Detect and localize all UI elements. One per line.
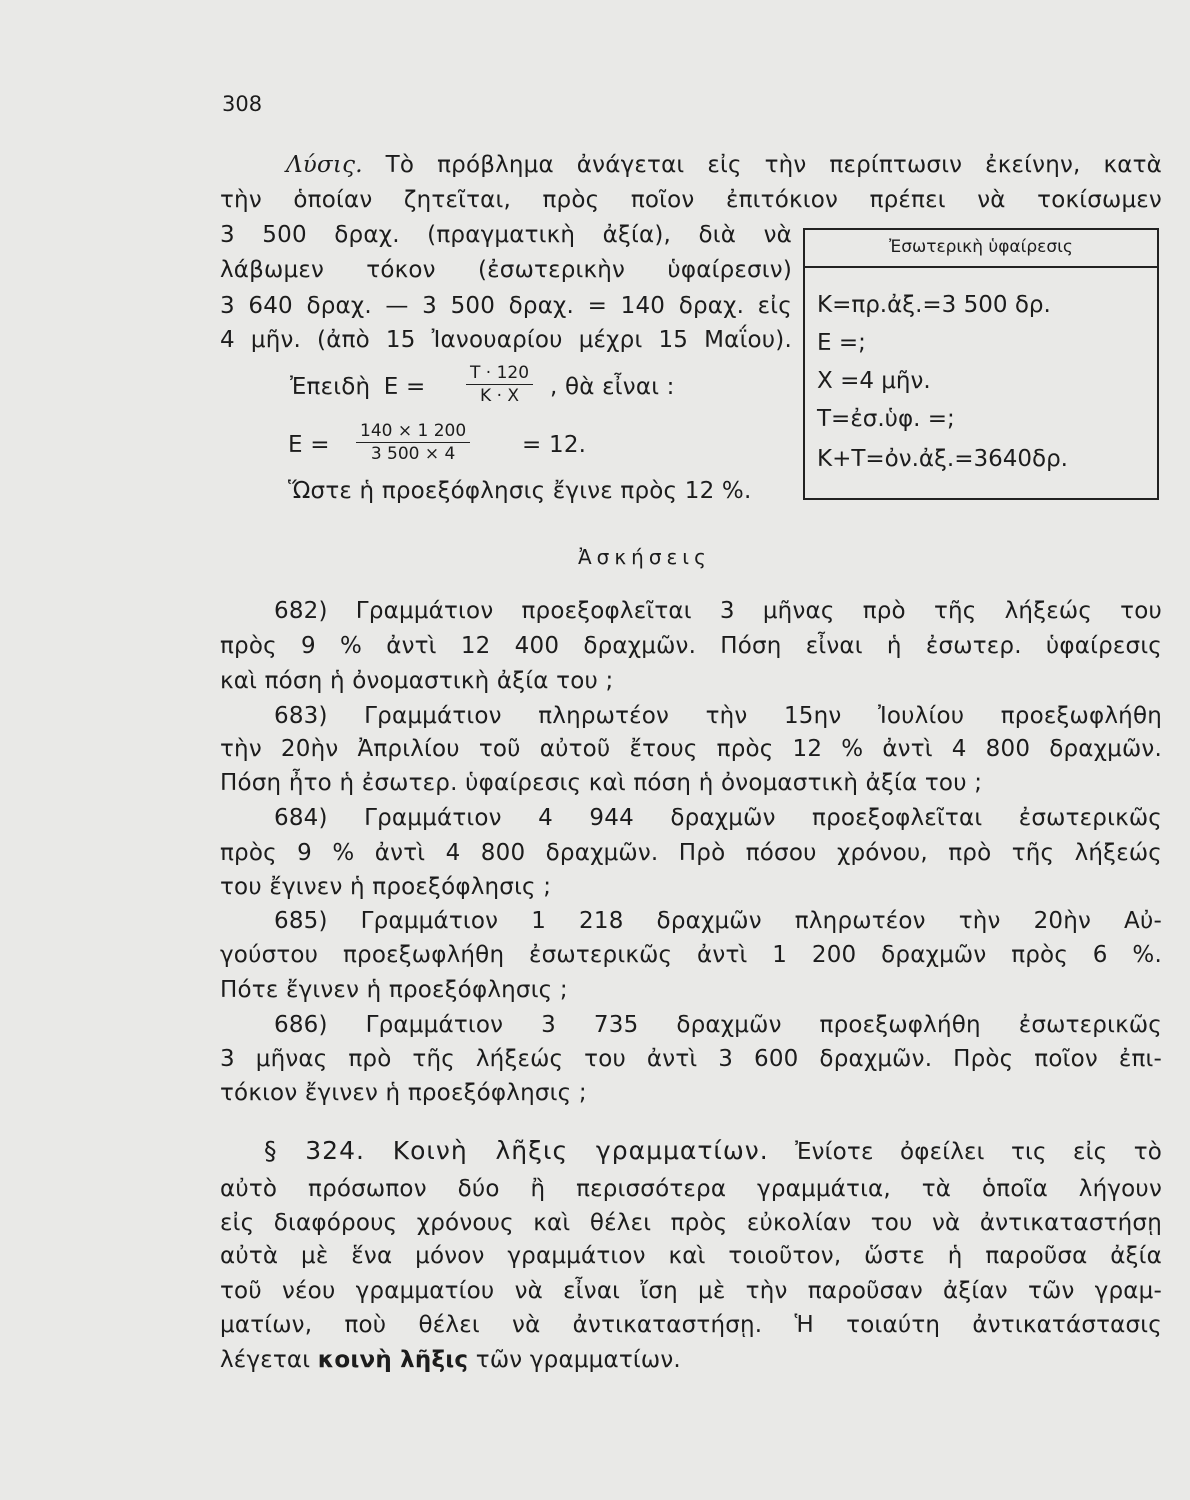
formula-1-denominator: Κ · Χ: [480, 386, 520, 406]
since-word: Ἐπειδὴ: [290, 374, 371, 400]
exercise-685-line-2: γούστου προεξωφλήθη ἐσωτερικῶς ἀντὶ 1 200 δραχμῶν πρὸς 6 %.: [220, 942, 1162, 968]
box-row-face-value: Κ+Τ=ὀν.ἀξ.=3640δρ.: [817, 446, 1068, 472]
solution-label: Λύσις.: [286, 152, 363, 178]
exercise-686-line-2: 3 μῆνας πρὸ τῆς λήξεώς του ἀντὶ 3 600 δραχμῶν. Πρὸς ποῖον ἐπι-: [220, 1046, 1162, 1072]
exercise-686-line-1: 686) Γραμμάτιον 3 735 δραχμῶν προεξωφλήθη ἐσωτερικῶς: [274, 1012, 1162, 1038]
solution-line-3: 3 500 δραχ. (πραγματικὴ ἀξία), διὰ νὰ: [220, 222, 792, 248]
section-324-line-7: [220, 1347, 681, 1373]
section-324-line-7-start: λέγεται: [220, 1347, 311, 1373]
exercise-684-line-2: πρὸς 9 % ἀντὶ 4 800 δραχμῶν. Πρὸ πόσου χρόνου, πρὸ τῆς λήξεώς: [220, 840, 1162, 866]
exercise-683-line-3: Πόση ἦτο ἡ ἐσωτερ. ὑφαίρεσις καὶ πόση ἡ ὀνομαστικὴ ἀξία του ;: [220, 770, 983, 796]
solution-line-5: 3 640 δραχ. — 3 500 δραχ. = 140 δραχ. εἰς: [220, 293, 792, 319]
common-maturity-term: κοινὴ λῆξις: [317, 1347, 469, 1373]
box-row-rate: Ε =;: [817, 330, 866, 356]
internal-discount-box: [803, 228, 1159, 500]
formula-1-numerator: Τ · 120: [466, 362, 533, 385]
solution-conclusion: Ὥστε ἡ προεξόφλησις ἔγινε πρὸς 12 %.: [288, 478, 752, 504]
section-324-line-4: αὐτὰ μὲ ἕνα μόνον γραμμάτιον καὶ τοιοῦτον, ὥστε ἡ παροῦσα ἀξία: [220, 1243, 1162, 1269]
box-row-time: Χ =4 μῆν.: [817, 368, 931, 394]
solution-line-6: 4 μῆν. (ἀπὸ 15 Ἰανουαρίου μέχρι 15 Μαΐου).: [220, 327, 792, 353]
exercise-682-line-3: καὶ πόση ἡ ὀνομαστικὴ ἀξία του ;: [220, 668, 614, 694]
formula-2-denominator: 3 500 × 4: [370, 444, 456, 464]
formula-1-lhs: Ε =: [383, 374, 426, 400]
exercises-heading: Ἀσκήσεις: [578, 545, 711, 569]
formula-2-result: = 12.: [522, 432, 587, 458]
exercise-682-line-2: πρὸς 9 % ἀντὶ 12 400 δραχμῶν. Πόση εἶναι ἡ ἐσωτερ. ὑφαίρεσις: [220, 633, 1162, 659]
exercise-685-line-3: Πότε ἔγινεν ἡ προεξόφλησις ;: [220, 977, 568, 1003]
box-row-discount: Τ=ἐσ.ὑφ. =;: [817, 406, 955, 432]
box-row-capital: Κ=πρ.ἀξ.=3 500 δρ.: [817, 292, 1051, 318]
section-324-heading: § 324. Κοινὴ λῆξις γραμματίων.: [264, 1136, 769, 1165]
formula-2-numerator: 140 × 1 200: [356, 420, 470, 443]
solution-line-2: τὴν ὁποίαν ζητεῖται, πρὸς ποῖον ἐπιτόκιον πρέπει νὰ τοκίσωμεν: [220, 187, 1162, 213]
solution-line-1: [286, 152, 1162, 178]
exercise-684-line-3: του ἔγινεν ἡ προεξόφλησις ;: [220, 874, 552, 900]
exercise-683-line-1: 683) Γραμμάτιον πληρωτέον τὴν 15ην Ἰουλίου προεξωφλήθη: [274, 703, 1162, 729]
section-324-line-5: τοῦ νέου γραμματίου νὰ εἶναι ἴση μὲ τὴν παροῦσαν ἀξίαν τῶν γραμ-: [220, 1278, 1162, 1304]
section-324-line-6: ματίων, ποὺ θέλει νὰ ἀντικαταστήσῃ. Ἡ τοιαύτη ἀντικατάστασις: [220, 1312, 1162, 1338]
formula-1-tail: , θὰ εἶναι :: [550, 374, 675, 400]
page-number: 308: [222, 92, 263, 116]
exercise-683-line-2: τὴν 20ὴν Ἀπριλίου τοῦ αὐτοῦ ἔτους πρὸς 12 % ἀντὶ 4 800 δραχμῶν.: [220, 736, 1162, 762]
exercise-685-line-1: 685) Γραμμάτιον 1 218 δραχμῶν πληρωτέον τὴν 20ὴν Αὐ-: [274, 908, 1162, 934]
formula-1-fraction: [466, 362, 533, 407]
exercise-686-line-3: τόκιον ἔγινεν ἡ προεξόφλησις ;: [220, 1080, 587, 1106]
exercise-684-line-1: 684) Γραμμάτιον 4 944 δραχμῶν προεξοφλεῖται ἐσωτερικῶς: [274, 805, 1162, 831]
formula-2-lhs: Ε =: [288, 432, 330, 458]
formula-2-fraction: [356, 420, 470, 465]
box-title: Ἐσωτερικὴ ὑφαίρεσις: [805, 230, 1157, 268]
section-324-line-1-text: Ἐνίοτε ὀφείλει τις εἰς τὸ: [795, 1139, 1163, 1165]
exercise-682-line-1: 682) Γραμμάτιον προεξοφλεῖται 3 μῆνας πρὸ τῆς λήξεώς του: [274, 598, 1162, 624]
section-324-line-3: εἰς διαφόρους χρόνους καὶ θέλει πρὸς εὐκολίαν του νὰ ἀντικαταστήσῃ: [220, 1210, 1162, 1236]
section-324-line-7-end: τῶν γραμματίων.: [475, 1347, 681, 1373]
formula-1-prefix: [290, 374, 426, 400]
section-324-line-2: αὐτὸ πρόσωπον δύο ἢ περισσότερα γραμμάτια, τὰ ὁποῖα λήγουν: [220, 1176, 1162, 1202]
solution-line-1-text: Τὸ πρόβλημα ἀνάγεται εἰς τὴν περίπτωσιν ἐκείνην, κατὰ: [385, 152, 1162, 178]
section-324-line-1: [264, 1136, 1162, 1165]
solution-line-4: λάβωμεν τόκον (ἐσωτερικὴν ὑφαίρεσιν): [220, 257, 792, 283]
